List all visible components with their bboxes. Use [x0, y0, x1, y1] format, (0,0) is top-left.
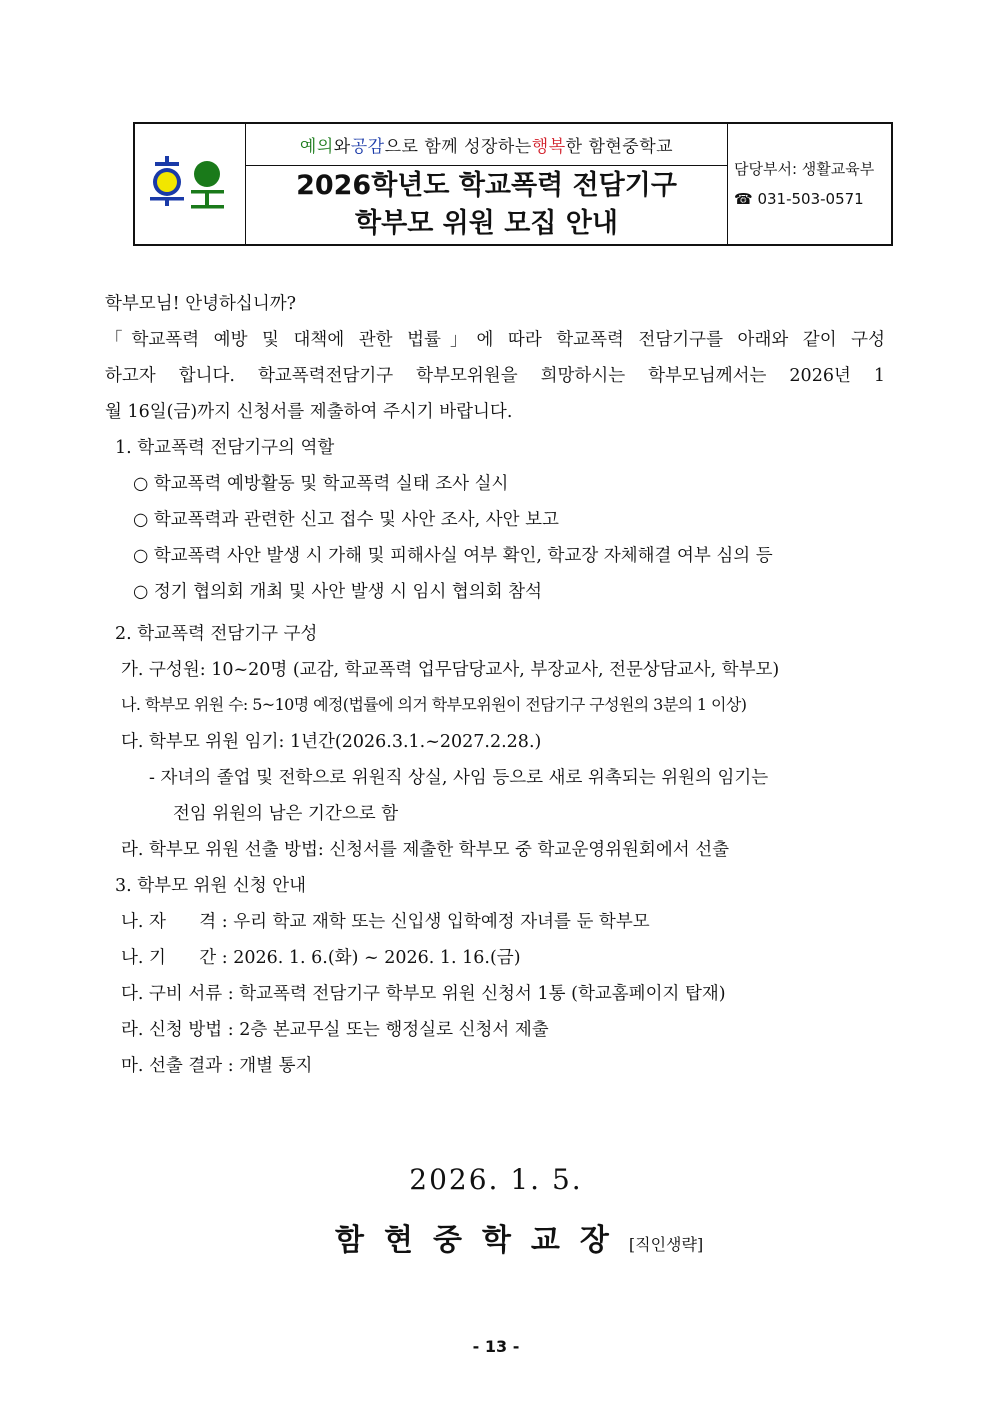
slogan-text: 한 함현중학교 [565, 137, 674, 157]
list-item-note: - 자녀의 졸업 및 전학으로 위원직 상실, 사임 등으로 새로 위촉되는 위원의 임기는 [149, 768, 769, 788]
header-box [133, 122, 893, 246]
slogan-text: 으로 함께 성장하는 [384, 137, 532, 157]
list-item: 라. 신청 방법 : 2층 본교무실 또는 행정실로 신청서 제출 [121, 1020, 549, 1040]
list-item: ○ 학교폭력 예방활동 및 학교폭력 실태 조사 실시 [133, 474, 509, 494]
slogan-word-empathy: 공감 [350, 137, 385, 157]
school-logo-icon [135, 124, 243, 244]
stamp-omitted-note: [직인생략] [628, 1235, 704, 1254]
list-item: 라. 학부모 위원 선출 방법: 신청서를 제출한 학부모 중 학교운영위원회에서 선출 [121, 840, 730, 860]
list-item: 나. 자 격 : 우리 학교 재학 또는 신입생 입학예정 자녀를 둔 학부모 [121, 912, 650, 932]
greeting: 학부모님! 안녕하십니까? [105, 294, 297, 314]
title-line-2: 학부모 위원 모집 안내 [355, 208, 618, 239]
issue-date: 2026. 1. 5. [409, 1163, 583, 1196]
list-item: ○ 정기 협의회 개최 및 사안 발생 시 임시 협의회 참석 [133, 582, 542, 602]
list-item: 가. 구성원: 10~20명 (교감, 학교폭력 업무담당교사, 부장교사, 전문상담교사, 학부모) [121, 660, 780, 680]
slogan-word-courtesy: 예의 [299, 137, 334, 157]
school-slogan [246, 124, 727, 166]
list-item-note: 전임 위원의 남은 기간으로 함 [173, 804, 399, 824]
list-item: 다. 학부모 위원 임기: 1년간(2026.3.1.~2027.2.28.) [121, 732, 542, 752]
signature-text: 함현중학교장 [335, 1223, 629, 1258]
principal-signature [335, 1215, 703, 1259]
document-title [246, 166, 727, 244]
intro-line: 「학교폭력 예방 및 대책에 관한 법률」에 따라 학교폭력 전담기구를 아래와 같이 구성 [105, 330, 885, 350]
section-3-title: 3. 학부모 위원 신청 안내 [115, 876, 307, 896]
title-line-1: 2026학년도 학교폭력 전담기구 [296, 170, 677, 201]
list-item: 다. 구비 서류 : 학교폭력 전담기구 학부모 위원 신청서 1통 (학교홈페이지 탑재) [121, 984, 726, 1004]
list-item: ○ 학교폭력과 관련한 신고 접수 및 사안 조사, 사안 보고 [133, 510, 559, 530]
intro-line: 하고자 합니다. 학교폭력전담기구 학부모위원을 희망하시는 학부모님께서는 2026년 1 [105, 366, 885, 386]
department-info [728, 124, 891, 244]
slogan-text: 와 [333, 137, 351, 157]
page-number: - 13 - [472, 1337, 520, 1356]
list-item: 마. 선출 결과 : 개별 통지 [121, 1056, 313, 1076]
section-1-title: 1. 학교폭력 전담기구의 역할 [115, 438, 335, 458]
list-item: ○ 학교폭력 사안 발생 시 가해 및 피해사실 여부 확인, 학교장 자체해결 여부 심의 등 [133, 546, 773, 566]
department-phone: ☎ 031-503-0571 [734, 190, 864, 208]
intro-line: 월 16일(금)까지 신청서를 제출하여 주시기 바랍니다. [105, 402, 513, 422]
department-name: 담당부서: 생활교육부 [734, 160, 875, 178]
list-item: 나. 기 간 : 2026. 1. 6.(화) ~ 2026. 1. 16.(금) [121, 948, 521, 968]
slogan-word-happiness: 행복 [531, 137, 566, 157]
list-item: 나. 학부모 위원 수: 5~10명 예정(법률에 의거 학부모위원이 전담기구 구성원의 3분의 1 이상) [121, 695, 747, 714]
school-logo [135, 124, 246, 244]
section-2-title: 2. 학교폭력 전담기구 구성 [115, 624, 318, 644]
